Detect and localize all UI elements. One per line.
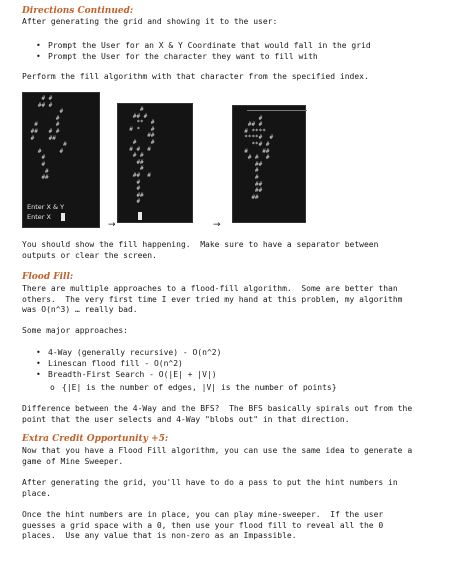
terminal-grid: # # ## # # # # # ## # # # ## # # # # # # ## — [30, 95, 67, 182]
flood-fill-heading: Flood Fill: — [22, 272, 74, 282]
terminal-prompt-line: Enter X & Y — [27, 203, 65, 211]
prompt-list — [34, 40, 371, 62]
terminal-cursor — [61, 213, 65, 221]
arrow-icon: → — [213, 220, 221, 230]
list-item: • 4-Way (generally recursive) - O(n^2) — [34, 347, 221, 358]
approaches-label: Some major approaches: — [22, 326, 128, 335]
bfs-complexity-note: o {|E| is the number of edges, |V| is the number of points} — [62, 382, 337, 393]
list-item: • Linescan flood fill - O(n^2) — [34, 358, 221, 369]
terminal-after — [232, 105, 306, 223]
minesweeper-text: Once the hint numbers are in place, you can play mine-sweeper. If the user guesses a grid space with a 0, then use your flood fill to reveal all the 0 places. Use any value that is non-zero as an Impassible. — [22, 510, 384, 540]
hint-numbers-text: After generating the grid, you'll have to do a pass to put the hint numbers in place. — [22, 478, 398, 498]
list-item: • Prompt the User for the character they want to fill with — [34, 51, 371, 62]
extra-credit-heading: Extra Credit Opportunity +5: — [22, 434, 169, 444]
terminal-during — [117, 103, 193, 223]
difference-text: Difference between the 4-Way and the BFS? The BFS basically spirals out from the point that the user selects and 4-Way "blobs out" in that direction. — [22, 404, 413, 424]
flood-intro-text: There are multiple approaches to a flood-fill algorithm. Some are better than others. The very first time I ever tried my hand at this problem, my algorithm was O(n^3) … really bad. — [22, 284, 403, 314]
arrow-icon: → — [108, 220, 116, 230]
extra-credit-intro: Now that you have a Flood Fill algorithm, you can use the same idea to generate a game of Mine Sweeper. — [22, 446, 413, 466]
approaches-list — [34, 347, 221, 380]
terminal-grid: # ## # ** # # * # ## # # # # # # # ## # ## # # # ## # — [129, 106, 155, 206]
perform-text: Perform the fill algorithm with that character from the specified index. — [22, 72, 369, 81]
terminal-before — [22, 92, 100, 228]
intro-text: After generating the grid and showing it to the user: — [22, 17, 278, 26]
terminal-cursor — [138, 212, 142, 220]
show-fill-text: You should show the fill happening. Make sure to have a separator between outputs or clear the screen. — [22, 240, 379, 260]
list-item: • Prompt the User for an X & Y Coordinate that would fall in the grid — [34, 40, 371, 51]
terminal-grid: # ## # # **** ****# # **# # # ## # # # ## # # ## ## ## — [244, 114, 274, 201]
directions-continued-heading: Directions Continued: — [22, 6, 134, 16]
terminal-prompt-line: Enter X — [27, 213, 51, 221]
list-item: • Breadth-First Search - O(|E| + |V|) — [34, 369, 221, 380]
